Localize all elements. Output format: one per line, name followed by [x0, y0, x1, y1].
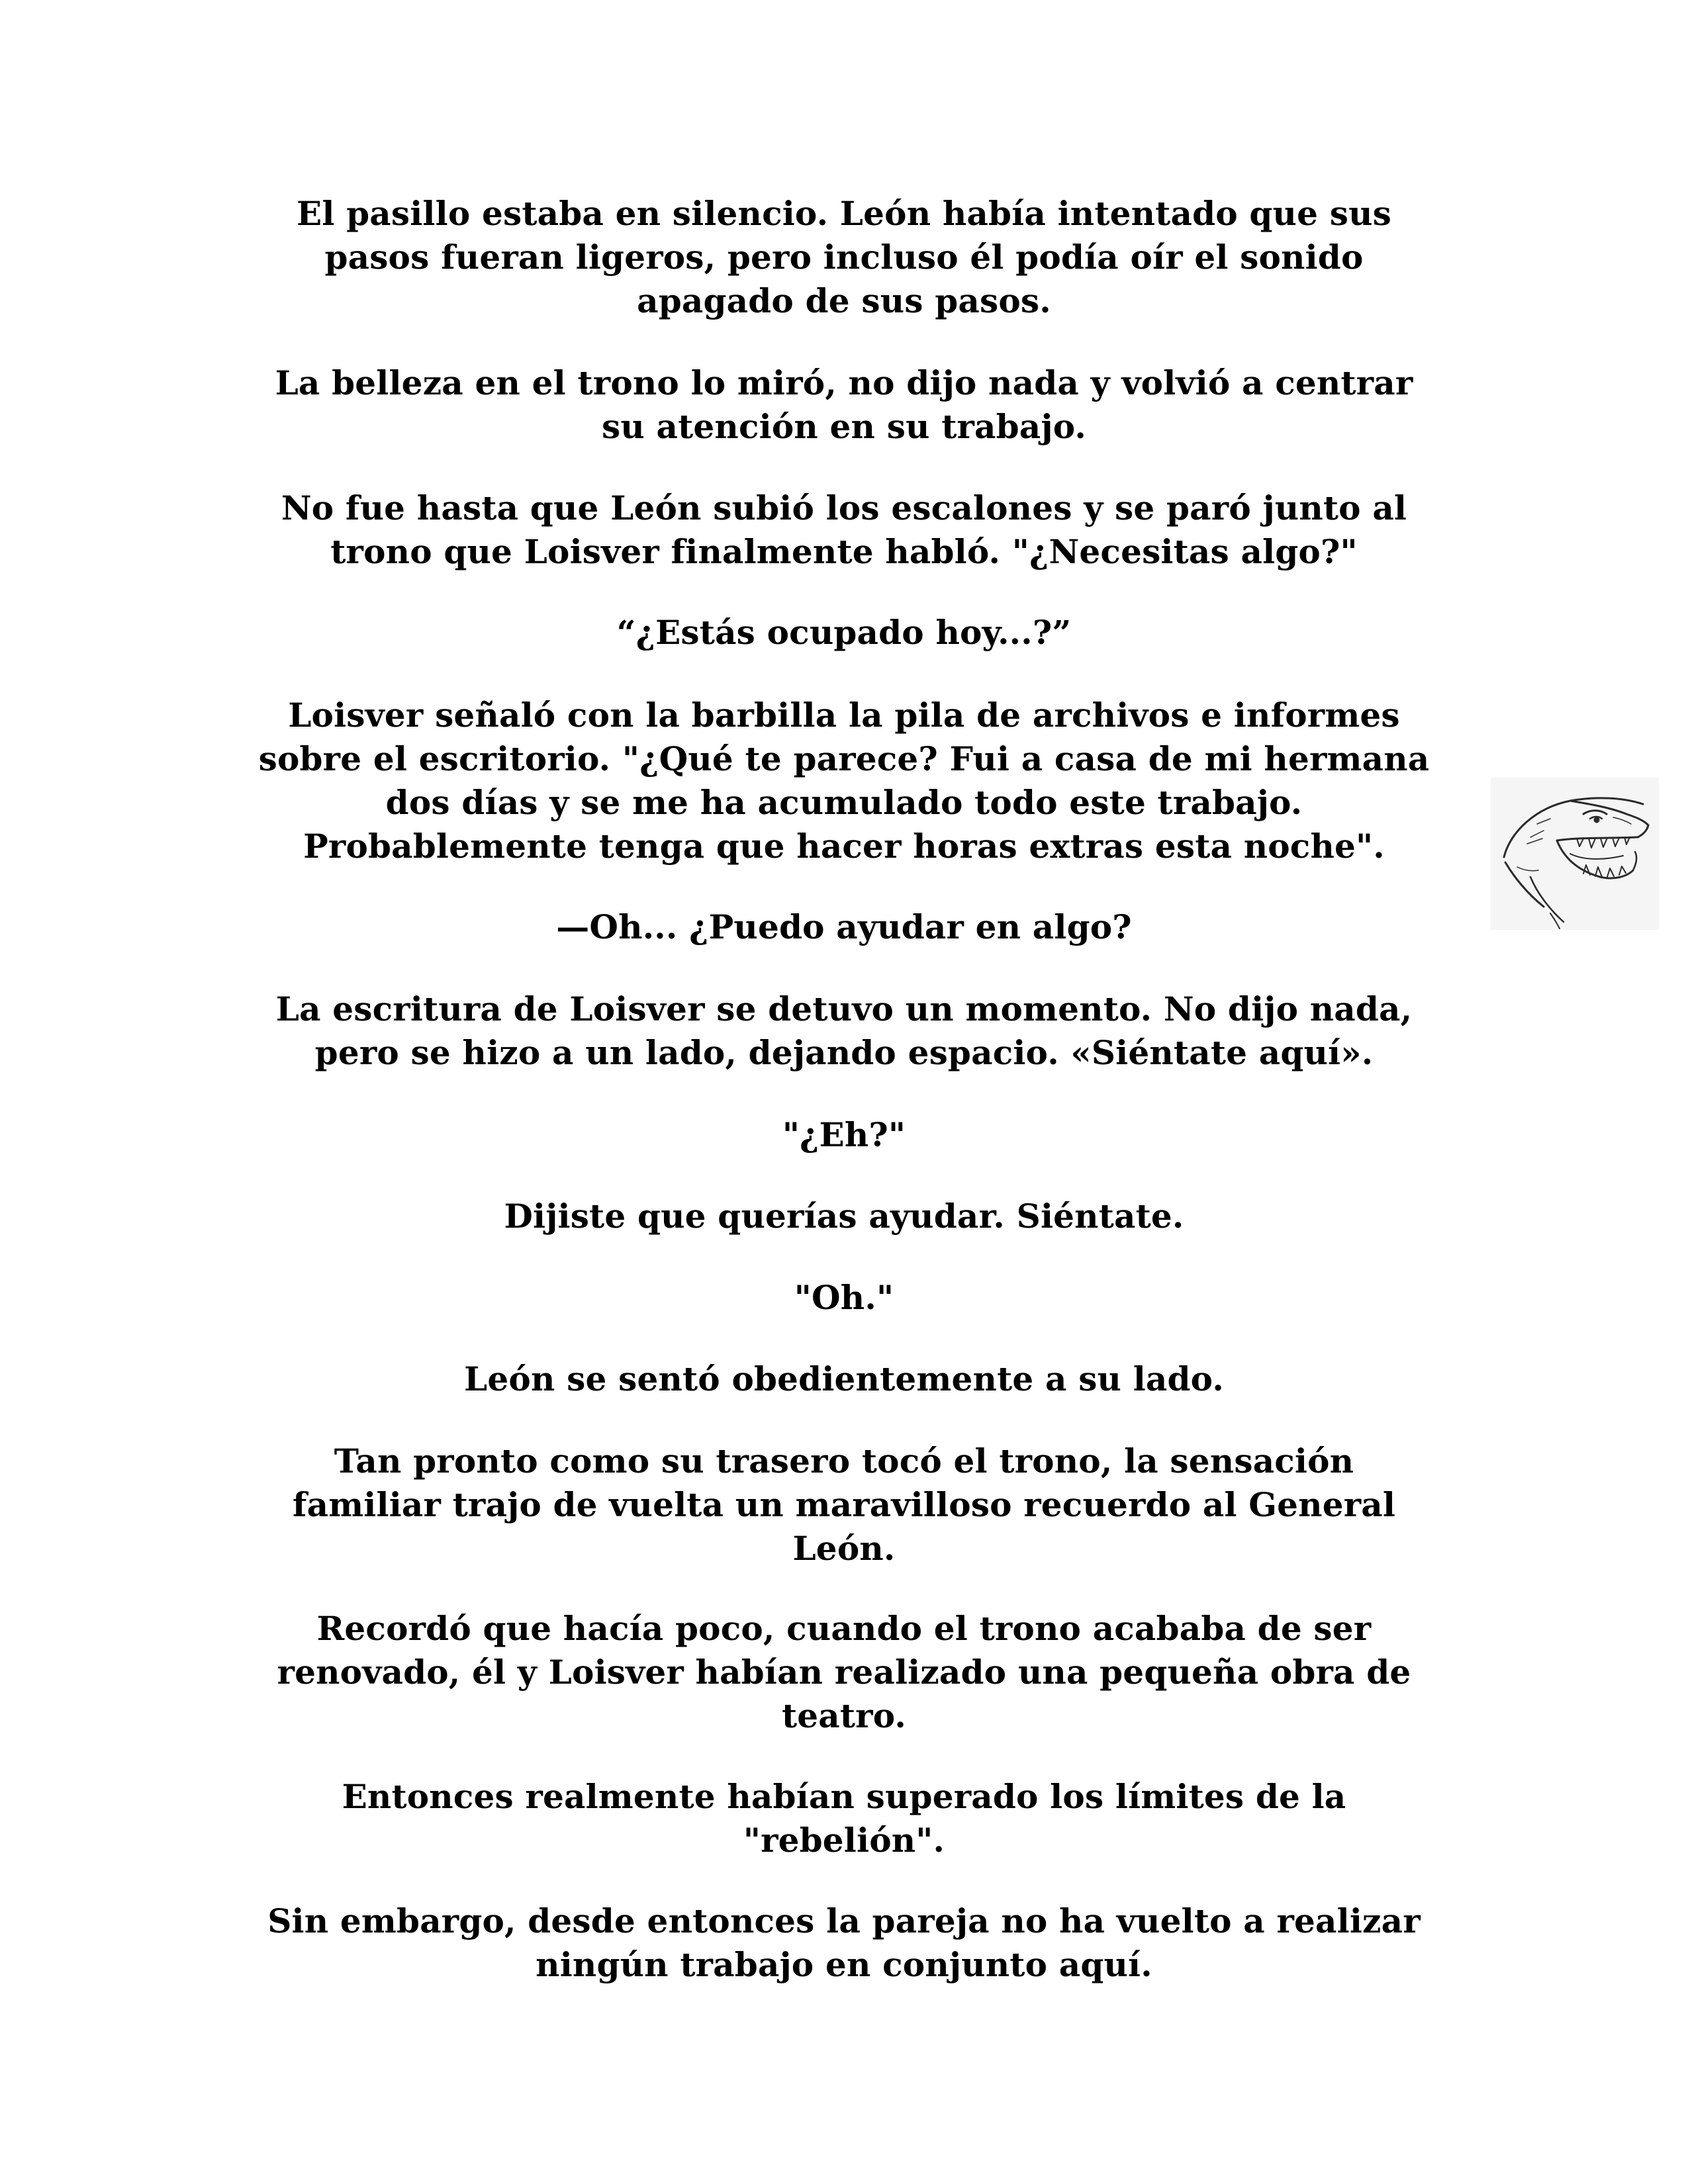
- paragraph-10: [245, 1276, 1443, 1320]
- paragraph-line: sobre el escritorio. "¿Qué te parece? Fui a casa de mi hermana: [258, 739, 1430, 778]
- paragraph-line: —Oh... ¿Puedo ayudar en algo?: [556, 907, 1132, 946]
- paragraph-5: [245, 694, 1443, 868]
- paragraph-line: apagado de sus pasos.: [637, 281, 1051, 320]
- paragraph-line: su atención en su trabajo.: [602, 407, 1086, 446]
- paragraph-line: León se sentó obedientemente a su lado.: [464, 1359, 1224, 1398]
- paragraph-3: [245, 486, 1443, 574]
- paragraph-line: No fue hasta que León subió los escalones y se paró junto al: [281, 488, 1407, 527]
- paragraph-line: La escritura de Loisver se detuvo un momento. No dijo nada,: [275, 989, 1413, 1028]
- paragraph-13: [245, 1607, 1443, 1738]
- paragraph-line: Sin embargo, desde entonces la pareja no ha vuelto a realizar: [267, 1901, 1421, 1940]
- paragraph-line: Tan pronto como su trasero tocó el trono, la sensación: [334, 1441, 1354, 1480]
- paragraph-8: [245, 1113, 1443, 1157]
- paragraph-11: [245, 1357, 1443, 1401]
- paragraph-line: El pasillo estaba en silencio. León había intentado que sus: [297, 194, 1391, 233]
- paragraph-line: León.: [792, 1529, 896, 1568]
- paragraph-14: [245, 1775, 1443, 1862]
- paragraph-line: Dijiste que querías ayudar. Siéntate.: [504, 1197, 1184, 1236]
- paragraph-line: teatro.: [781, 1696, 907, 1735]
- paragraph-line: “¿Estás ocupado hoy...?”: [616, 613, 1072, 652]
- paragraph-line: trono que Loisver finalmente habló. "¿Necesitas algo?": [330, 532, 1358, 571]
- paragraph-4: [245, 611, 1443, 655]
- paragraph-12: [245, 1439, 1443, 1570]
- paragraph-line: Entonces realmente habían superado los límites de la: [342, 1777, 1346, 1816]
- paragraph-15: [245, 1899, 1443, 1987]
- paragraph-line: Recordó que hacía poco, cuando el trono acababa de ser: [316, 1609, 1372, 1648]
- paragraph-line: pero se hizo a un lado, dejando espacio. «Siéntate aquí».: [314, 1033, 1374, 1072]
- paragraph-line: Probablemente tenga que hacer horas extras esta noche".: [303, 827, 1385, 866]
- paragraph-line: "¿Eh?": [782, 1115, 906, 1154]
- paragraph-2: [245, 361, 1443, 449]
- paragraph-line: La belleza en el trono lo miró, no dijo nada y volvió a centrar: [275, 363, 1413, 402]
- paragraph-line: Loisver señaló con la barbilla la pila de archivos e informes: [288, 696, 1400, 735]
- dinosaur-head-sketch-icon: [1491, 778, 1659, 930]
- paragraph-line: ningún trabajo en conjunto aquí.: [536, 1945, 1152, 1984]
- paragraph-line: pasos fueran ligeros, pero incluso él podía oír el sonido: [324, 238, 1364, 277]
- paragraph-line: dos días y se me ha acumulado todo este trabajo.: [385, 783, 1303, 822]
- paragraph-line: "Oh.": [794, 1278, 894, 1317]
- paragraph-line: familiar trajo de vuelta un maravilloso recuerdo al General: [292, 1485, 1396, 1524]
- paragraph-6: [245, 905, 1443, 949]
- paragraph-7: [245, 987, 1443, 1075]
- paragraph-line: renovado, él y Loisver habían realizado una pequeña obra de: [277, 1653, 1411, 1692]
- paragraph-1: [245, 192, 1443, 323]
- paragraph-9: [245, 1195, 1443, 1238]
- paragraph-line: "rebelión".: [743, 1821, 945, 1860]
